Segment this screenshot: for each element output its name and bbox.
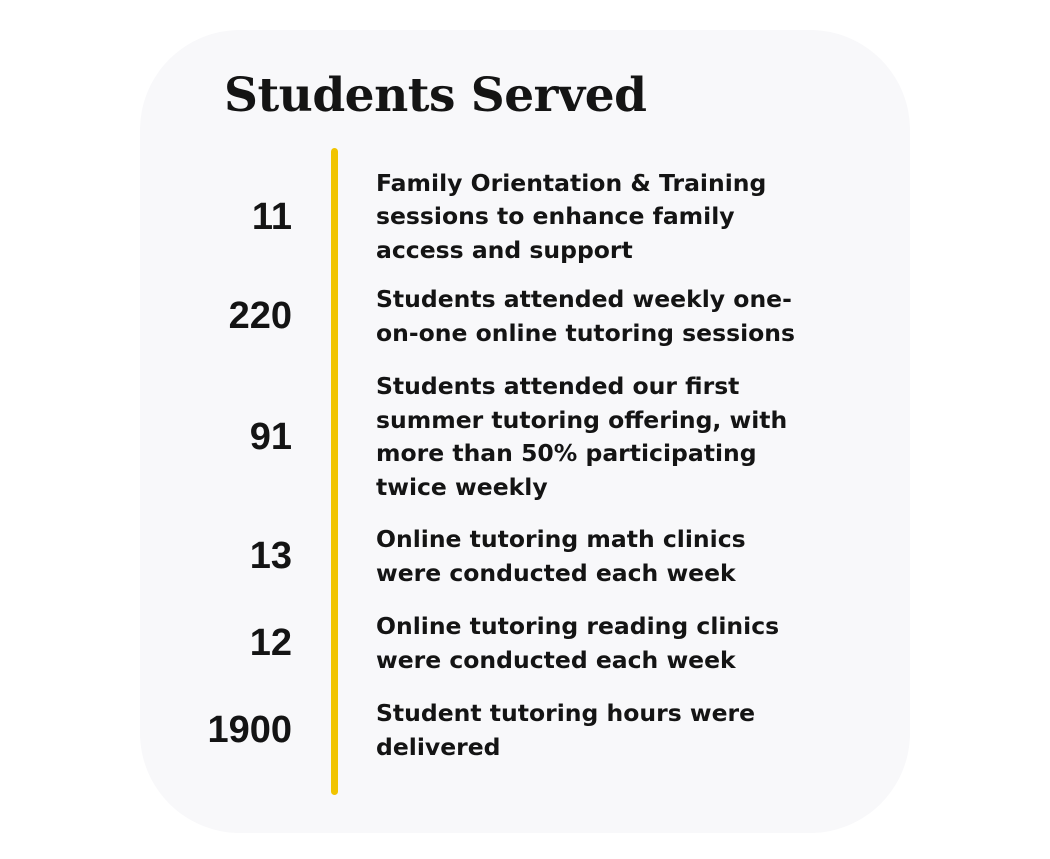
page-title: Students Served [224,68,647,123]
stat-row [0,370,1050,504]
stat-description: Students attended weekly one-on-one online tutoring sessions [376,285,795,347]
stat-number: 12 [249,622,292,664]
stat-row [0,523,1050,590]
stat-description: Students attended our first summer tutoring offering, with more than 50% participating twice weekly [376,372,788,501]
stat-number: 91 [249,415,292,458]
stat-description: Online tutoring math clinics were conducted each week [376,525,746,587]
stat-row [0,283,1050,350]
stat-number: 13 [249,535,292,577]
stat-number: 11 [251,195,292,238]
stat-row [0,610,1050,677]
stat-row [0,167,1050,267]
stat-description: Student tutoring hours were delivered [376,699,756,761]
stat-description: Online tutoring reading clinics were conducted each week [376,612,780,674]
stat-number: 220 [228,295,292,337]
stat-description: Family Orientation & Training sessions to enhance family access and support [376,168,767,264]
stat-row [0,697,1050,764]
stat-number: 1900 [207,709,292,751]
